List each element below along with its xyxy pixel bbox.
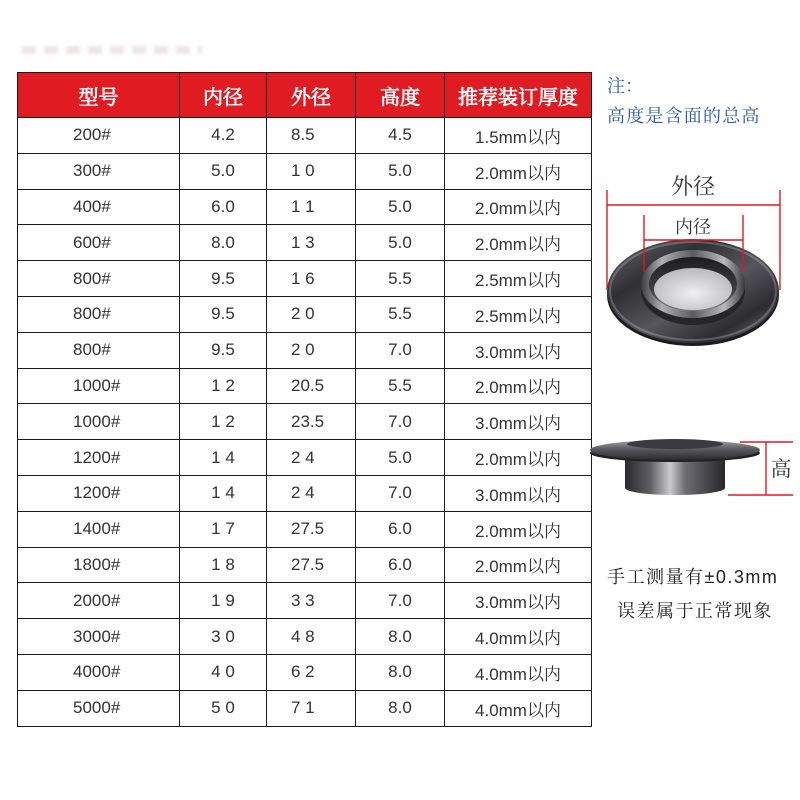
model-cell: 800# bbox=[18, 296, 180, 332]
outer-diameter-cell: 2 4 bbox=[267, 475, 356, 511]
binding-thickness-cell: 2.0mm以内 bbox=[445, 189, 592, 225]
height-cell: 7.0 bbox=[356, 475, 445, 511]
height-cell: 5.0 bbox=[356, 153, 445, 189]
model-cell: 800# bbox=[18, 332, 180, 368]
outer-diameter-cell: 6 2 bbox=[267, 654, 356, 690]
barrel-hole bbox=[654, 268, 732, 310]
inner-diameter-cell: 1 2 bbox=[180, 404, 267, 440]
model-cell: 300# bbox=[18, 153, 180, 189]
inner-diameter-cell: 1 7 bbox=[180, 511, 267, 547]
inner-diameter-cell: 1 4 bbox=[180, 440, 267, 476]
height-note: 高度是含面的总高 bbox=[607, 106, 761, 126]
outer-diameter-cell: 1 1 bbox=[267, 189, 356, 225]
height-cell: 5.5 bbox=[356, 261, 445, 297]
tolerance-note-line2: 误差属于正常现象 bbox=[617, 601, 773, 621]
model-cell: 1000# bbox=[18, 368, 180, 404]
inner-diameter-cell: 5.0 bbox=[180, 153, 267, 189]
binding-thickness-cell: 1.5mm以内 bbox=[445, 118, 592, 154]
height-cell: 5.5 bbox=[356, 296, 445, 332]
outer-diameter-cell: 27.5 bbox=[267, 547, 356, 583]
height-cell: 7.0 bbox=[356, 404, 445, 440]
binding-thickness-cell: 4.0mm以内 bbox=[445, 654, 592, 690]
table-row bbox=[18, 296, 592, 332]
table-row bbox=[18, 153, 592, 189]
model-cell: 1200# bbox=[18, 475, 180, 511]
binding-thickness-cell: 4.0mm以内 bbox=[445, 690, 592, 726]
height-cell: 4.5 bbox=[356, 118, 445, 154]
model-cell: 3000# bbox=[18, 619, 180, 655]
table-row bbox=[18, 368, 592, 404]
height-cell: 5.5 bbox=[356, 368, 445, 404]
table-row bbox=[18, 583, 592, 619]
height-cell: 7.0 bbox=[356, 583, 445, 619]
outer-diameter-cell: 2 0 bbox=[267, 332, 356, 368]
header-model: 型号 bbox=[18, 73, 180, 118]
inner-diameter-label: 内径 bbox=[675, 217, 711, 237]
table-row bbox=[18, 332, 592, 368]
height-cell: 8.0 bbox=[356, 654, 445, 690]
header-outer-diameter: 外径 bbox=[267, 73, 356, 118]
binding-thickness-cell: 2.0mm以内 bbox=[445, 511, 592, 547]
table-row bbox=[18, 261, 592, 297]
table-row bbox=[18, 475, 592, 511]
height-cell: 8.0 bbox=[356, 690, 445, 726]
outer-diameter-label: 外径 bbox=[670, 174, 716, 199]
outer-diameter-cell: 4 8 bbox=[267, 619, 356, 655]
binding-thickness-cell: 2.5mm以内 bbox=[445, 261, 592, 297]
inner-diameter-cell: 6.0 bbox=[180, 189, 267, 225]
header-binding-thickness: 推荐装订厚度 bbox=[445, 73, 592, 118]
inner-diameter-cell: 4.2 bbox=[180, 118, 267, 154]
model-cell: 2000# bbox=[18, 583, 180, 619]
binding-thickness-cell: 2.0mm以内 bbox=[445, 153, 592, 189]
grommet-top-view bbox=[607, 239, 779, 346]
binding-thickness-cell: 3.0mm以内 bbox=[445, 404, 592, 440]
outer-diameter-cell: 1 3 bbox=[267, 225, 356, 261]
outer-diameter-cell: 20.5 bbox=[267, 368, 356, 404]
table-row bbox=[18, 511, 592, 547]
table-row bbox=[18, 619, 592, 655]
inner-diameter-cell: 8.0 bbox=[180, 225, 267, 261]
height-cell: 7.0 bbox=[356, 332, 445, 368]
outer-diameter-cell: 8.5 bbox=[267, 118, 356, 154]
height-label: 高 bbox=[770, 458, 792, 481]
model-cell: 1000# bbox=[18, 404, 180, 440]
binding-thickness-cell: 2.5mm以内 bbox=[445, 296, 592, 332]
model-cell: 5000# bbox=[18, 690, 180, 726]
binding-thickness-cell: 3.0mm以内 bbox=[445, 332, 592, 368]
cropped-header-fragment bbox=[22, 46, 202, 54]
outer-diameter-cell: 27.5 bbox=[267, 511, 356, 547]
binding-thickness-cell: 4.0mm以内 bbox=[445, 619, 592, 655]
table-body bbox=[18, 118, 592, 727]
binding-thickness-cell: 2.0mm以内 bbox=[445, 547, 592, 583]
outer-diameter-cell: 2 0 bbox=[267, 296, 356, 332]
model-cell: 1400# bbox=[18, 511, 180, 547]
inner-diameter-cell: 9.5 bbox=[180, 261, 267, 297]
inner-diameter-cell: 9.5 bbox=[180, 296, 267, 332]
binding-thickness-cell: 2.0mm以内 bbox=[445, 368, 592, 404]
header-inner-diameter: 内径 bbox=[180, 73, 267, 118]
inner-diameter-cell: 1 4 bbox=[180, 475, 267, 511]
side-barrel-top bbox=[627, 439, 723, 449]
model-cell: 1200# bbox=[18, 440, 180, 476]
inner-diameter-cell: 9.5 bbox=[180, 332, 267, 368]
header-height: 高度 bbox=[356, 73, 445, 118]
height-cell: 5.0 bbox=[356, 440, 445, 476]
table-row bbox=[18, 404, 592, 440]
outer-diameter-cell: 7 1 bbox=[267, 690, 356, 726]
table-header bbox=[18, 73, 592, 118]
table-row bbox=[18, 189, 592, 225]
height-cell: 8.0 bbox=[356, 619, 445, 655]
model-cell: 1800# bbox=[18, 547, 180, 583]
note-label: 注： bbox=[607, 76, 643, 96]
model-cell: 800# bbox=[18, 261, 180, 297]
outer-diameter-cell: 1 6 bbox=[267, 261, 356, 297]
grommet-spec-table bbox=[17, 72, 592, 727]
inner-diameter-cell: 4 0 bbox=[180, 654, 267, 690]
inner-diameter-cell: 1 2 bbox=[180, 368, 267, 404]
grommet-diagram bbox=[588, 150, 800, 510]
binding-thickness-cell: 2.0mm以内 bbox=[445, 225, 592, 261]
table-row bbox=[18, 547, 592, 583]
outer-diameter-cell: 2 4 bbox=[267, 440, 356, 476]
grommet-side-view bbox=[590, 439, 760, 495]
inner-diameter-cell: 5 0 bbox=[180, 690, 267, 726]
outer-diameter-cell: 23.5 bbox=[267, 404, 356, 440]
inner-diameter-cell: 3 0 bbox=[180, 619, 267, 655]
header-row bbox=[18, 73, 592, 118]
table-row bbox=[18, 440, 592, 476]
inner-diameter-cell: 1 9 bbox=[180, 583, 267, 619]
inner-diameter-cell: 1 8 bbox=[180, 547, 267, 583]
table-row bbox=[18, 654, 592, 690]
table-row bbox=[18, 690, 592, 726]
height-cell: 5.0 bbox=[356, 225, 445, 261]
outer-diameter-cell: 1 0 bbox=[267, 153, 356, 189]
table-row bbox=[18, 225, 592, 261]
binding-thickness-cell: 2.0mm以内 bbox=[445, 440, 592, 476]
binding-thickness-cell: 3.0mm以内 bbox=[445, 475, 592, 511]
height-cell: 5.0 bbox=[356, 189, 445, 225]
model-cell: 200# bbox=[18, 118, 180, 154]
model-cell: 400# bbox=[18, 189, 180, 225]
tolerance-note-line1: 手工测量有±0.3mm bbox=[607, 567, 779, 587]
model-cell: 4000# bbox=[18, 654, 180, 690]
binding-thickness-cell: 3.0mm以内 bbox=[445, 583, 592, 619]
height-cell: 6.0 bbox=[356, 547, 445, 583]
model-cell: 600# bbox=[18, 225, 180, 261]
height-cell: 6.0 bbox=[356, 511, 445, 547]
table-row bbox=[18, 118, 592, 154]
outer-diameter-cell: 3 3 bbox=[267, 583, 356, 619]
